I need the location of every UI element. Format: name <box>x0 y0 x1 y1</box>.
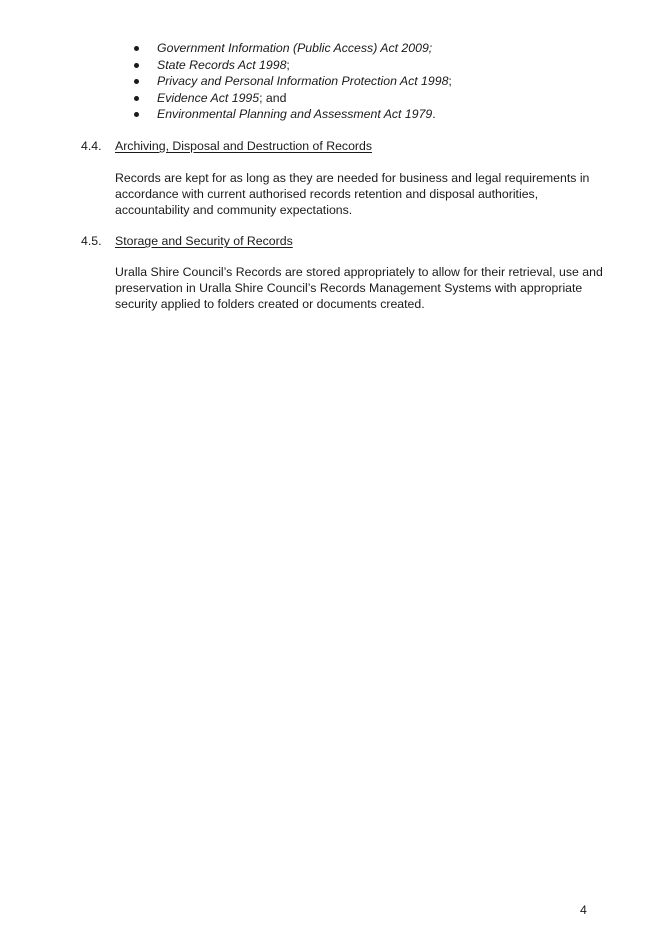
section-heading-archiving <box>0 138 645 154</box>
section-number: 4.5. <box>81 234 102 248</box>
act-name: Government Information (Public Access) Act 2009; <box>157 41 433 55</box>
bullet-text <box>157 73 452 90</box>
bullet-text <box>157 106 436 123</box>
paragraph-line: accordance with current authorised records retention and disposal authorities, <box>115 187 539 201</box>
bullet-icon <box>134 46 139 51</box>
act-name: State Records Act 1998 <box>157 57 287 72</box>
act-suffix: ; and <box>259 90 287 105</box>
bullet-icon <box>134 112 139 117</box>
section-heading-storage <box>0 233 645 249</box>
act-name: Evidence Act 1995 <box>157 90 260 105</box>
section-paragraph-storage <box>115 264 603 312</box>
bullet-icon <box>134 63 139 68</box>
list-item <box>0 57 645 74</box>
bullet-icon <box>134 79 139 84</box>
paragraph-line: Uralla Shire Council’s Records are stored appropriately to allow for their retrieval, use and <box>115 265 603 279</box>
page-number: 4 <box>580 903 587 917</box>
act-name: Privacy and Personal Information Protection Act 1998 <box>157 74 449 89</box>
paragraph-line: security applied to folders created or documents created. <box>115 297 425 311</box>
act-name: Environmental Planning and Assessment Act 1979 <box>157 107 433 122</box>
list-item <box>0 40 645 57</box>
bullet-icon <box>134 96 139 101</box>
list-item <box>0 106 645 123</box>
bullet-text <box>157 40 432 57</box>
act-suffix: ; <box>286 57 290 72</box>
bullet-text <box>157 57 290 74</box>
list-item <box>0 90 645 107</box>
act-suffix: . <box>432 107 436 122</box>
act-suffix: ; <box>448 74 452 89</box>
paragraph-line: accountability and community expectations. <box>115 203 353 217</box>
section-number: 4.4. <box>81 139 102 153</box>
paragraph-line: preservation in Uralla Shire Council’s Records Management Systems with appropriate <box>115 281 583 295</box>
paragraph-line: Records are kept for as long as they are needed for business and legal requirements in <box>115 171 590 185</box>
section-title: Storage and Security of Records <box>115 234 293 248</box>
section-title: Archiving, Disposal and Destruction of Records <box>115 139 372 153</box>
list-item <box>0 73 645 90</box>
bullet-text <box>157 90 286 107</box>
section-paragraph-archiving <box>115 170 595 218</box>
legislation-bullet-list <box>0 40 645 123</box>
